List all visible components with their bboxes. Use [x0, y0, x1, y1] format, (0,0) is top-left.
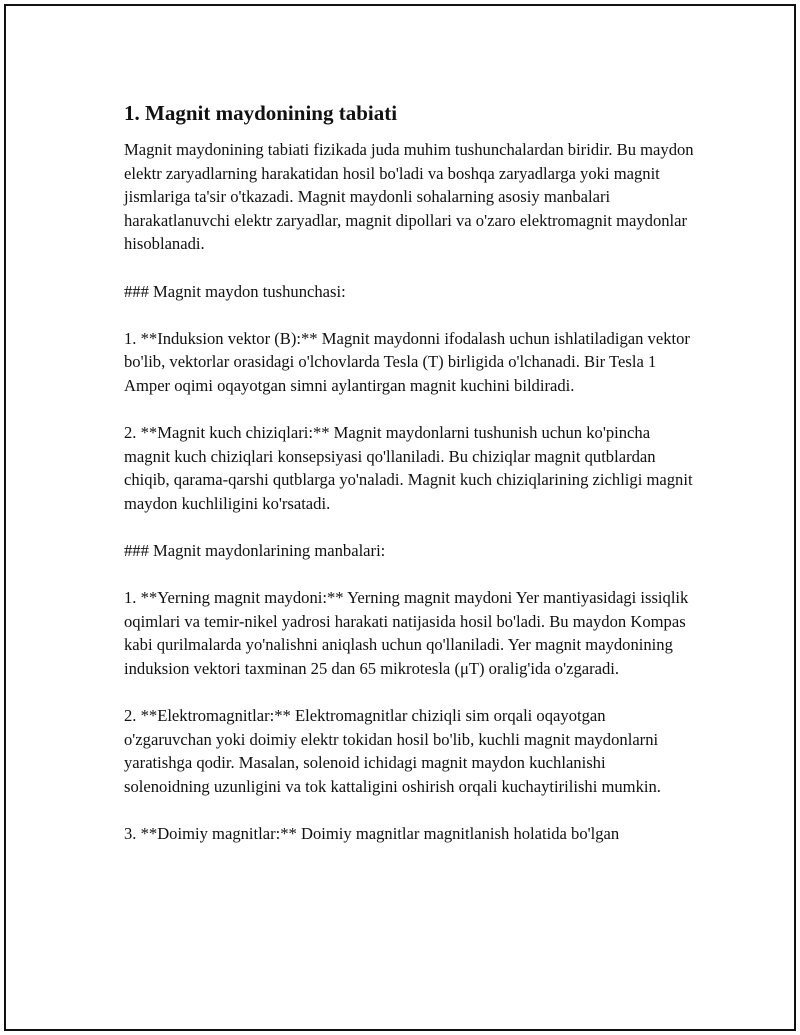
list-item-field-lines: 2. **Magnit kuch chiziqlari:** Magnit maydonlarni tushunish uchun ko'pincha magnit kuch chiziqlari konsepsiyasi qo'llaniladi. Bu chiziqlar magnit qutblardan chiqib, qarama-qarshi qutblarga yo'naladi. Magnit kuch chiziqlarining zichligi magnit maydon kuchliligini ko'rsatadi.: [124, 423, 693, 513]
page-frame: [4, 4, 796, 1031]
list-item-electromagnets: 2. **Elektromagnitlar:** Elektromagnitlar chiziqli sim orqali oqayotgan o'zgaruvchan yoki doimiy elektr tokidan hosil bo'lib, kuchli magnit maydonlarni yaratishga qodir. Masalan, solenoid ichidagi magnit maydon kuchlanishi solenoidning uzunligini va tok kattaligini oshirish orqali kuchaytirilishi mumkin.: [124, 706, 661, 797]
section-heading-sources: ### Magnit maydonlarining manbalari:: [124, 541, 386, 561]
document-body: [124, 98, 694, 846]
list-item-induction-vector: 1. **Induksion vektor (B):** Magnit maydonni ifodalash uchun ishlatiladigan vektor bo'lib, vektorlar orasidagi o'lchovlarda Tesla (T) birligida o'lchanadi. Bir Tesla 1 Amper oqimi oqayotgan simni aylantirgan magnit kuchini bildiradi.: [124, 328, 690, 395]
section-heading-concept: ### Magnit maydon tushunchasi:: [124, 281, 346, 301]
list-item-earth-field: 1. **Yerning magnit maydoni:** Yerning magnit maydoni Yer mantiyasidagi issiqlik oqimlari va temir-nikel yadrosi harakati natijasida hosil bo'ladi. Bu maydon Kompas kabi qurilmalarda yo'nalishni aniqlash uchun qo'llaniladi. Yer magnit maydonining induksion vektori taxminan 25 dan 65 mikrotesla (μT) oralig'ida o'zgaradi.: [124, 588, 689, 679]
document-title: 1. Magnit maydonining tabiati: [124, 101, 398, 125]
list-item-permanent-magnets: 3. **Doimiy magnitlar:** Doimiy magnitlar magnitlanish holatida bo'lgan: [124, 824, 620, 844]
intro-paragraph: Magnit maydonining tabiati fizikada juda muhim tushunchalardan biridir. Bu maydon elektr zaryadlarning harakatidan hosil bo'ladi va boshqa zaryadlarga yoki magnit jismlariga ta'sir o'tkazadi. Magnit maydonli sohalarning asosiy manbalari harakatlanuvchi elektr zaryadlar, magnit dipollari va o'zaro elektromagnit maydonlar hisoblanadi.: [124, 140, 694, 254]
